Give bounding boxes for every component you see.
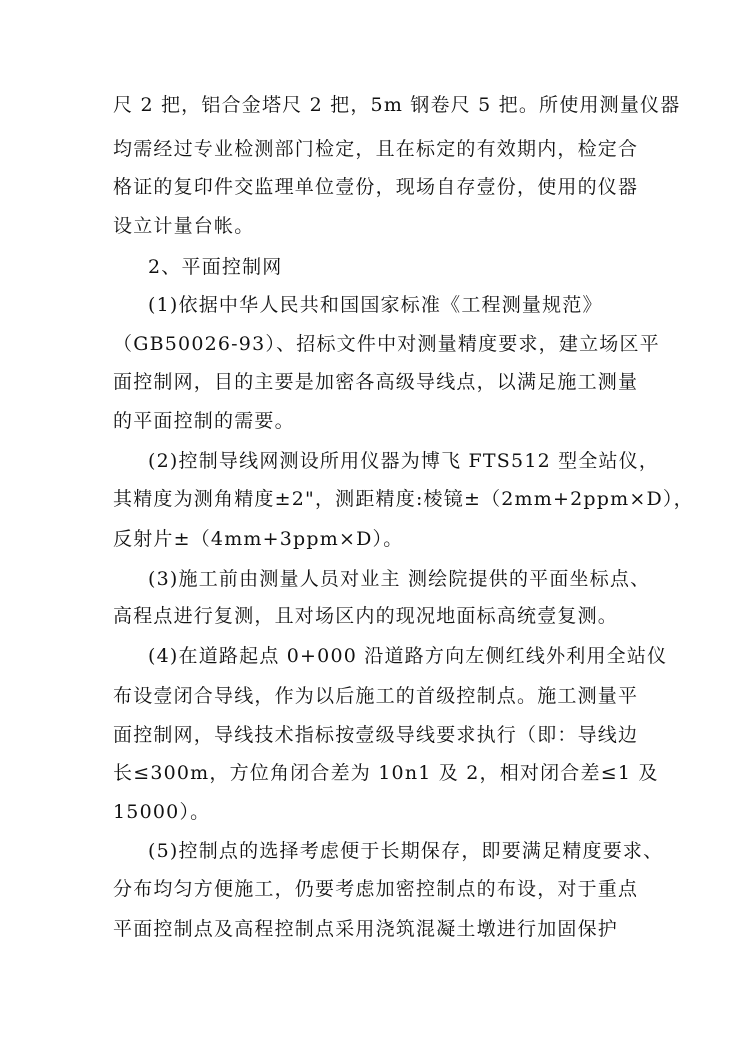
text-line-21: 分布均匀方便施工，仍要考虑加密控制点的布设，对于重点 <box>113 878 639 900</box>
text-line-7: （GB50026-93）、招标文件中对测量精度要求，建立场区平 <box>113 333 660 355</box>
text-line-17: 面控制网，导线技术指标按壹级导线要求执行（即：导线边 <box>113 724 639 746</box>
text-line-6: (1)依据中华人民共和国国家标准《工程测量规范》 <box>148 294 603 316</box>
text-line-20: (5)控制点的选择考虑便于长期保存，即要满足精度要求、 <box>148 840 664 862</box>
text-line-18: 长≤300m，方位角闭合差为 10n1 及 2，相对闭合差≤1 及 <box>113 762 659 784</box>
text-line-14: 高程点进行复测，且对场区内的现况地面标高统壹复测。 <box>113 605 619 627</box>
text-line-12: 反射片±（4mm+3ppm×D）。 <box>113 528 404 550</box>
text-line-1: 尺 2 把，铝合金塔尺 2 把，5m 钢卷尺 5 把。所使用测量仪器 <box>113 94 681 116</box>
text-line-19: 15000）。 <box>113 801 211 823</box>
text-line-8: 面控制网，目的主要是加密各高级导线点，以满足施工测量 <box>113 371 639 393</box>
text-line-3: 格证的复印件交监理单位壹份，现场自存壹份，使用的仪器 <box>113 176 639 198</box>
text-line-11: 其精度为测角精度±2"，测距精度:棱镜±（2mm+2ppm×D）， <box>113 488 694 510</box>
section-heading: 2、平面控制网 <box>148 256 283 278</box>
text-line-10: (2)控制导线网测设所用仪器为博飞 FTS512 型全站仪， <box>148 450 660 472</box>
text-line-16: 布设壹闭合导线，作为以后施工的首级控制点。施工测量平 <box>113 685 639 707</box>
text-line-9: 的平面控制的需要。 <box>113 410 295 432</box>
text-line-22: 平面控制点及高程控制点采用浇筑混凝土墩进行加固保护 <box>113 918 619 940</box>
text-line-13: (3)施工前由测量人员对业主 测绘院提供的平面坐标点、 <box>148 568 651 590</box>
text-line-4: 设立计量台帐。 <box>113 215 255 237</box>
text-line-15: (4)在道路起点 0+000 沿道路方向左侧红线外利用全站仪 <box>148 645 668 667</box>
text-line-2: 均需经过专业检测部门检定，且在标定的有效期内，检定合 <box>113 138 639 160</box>
